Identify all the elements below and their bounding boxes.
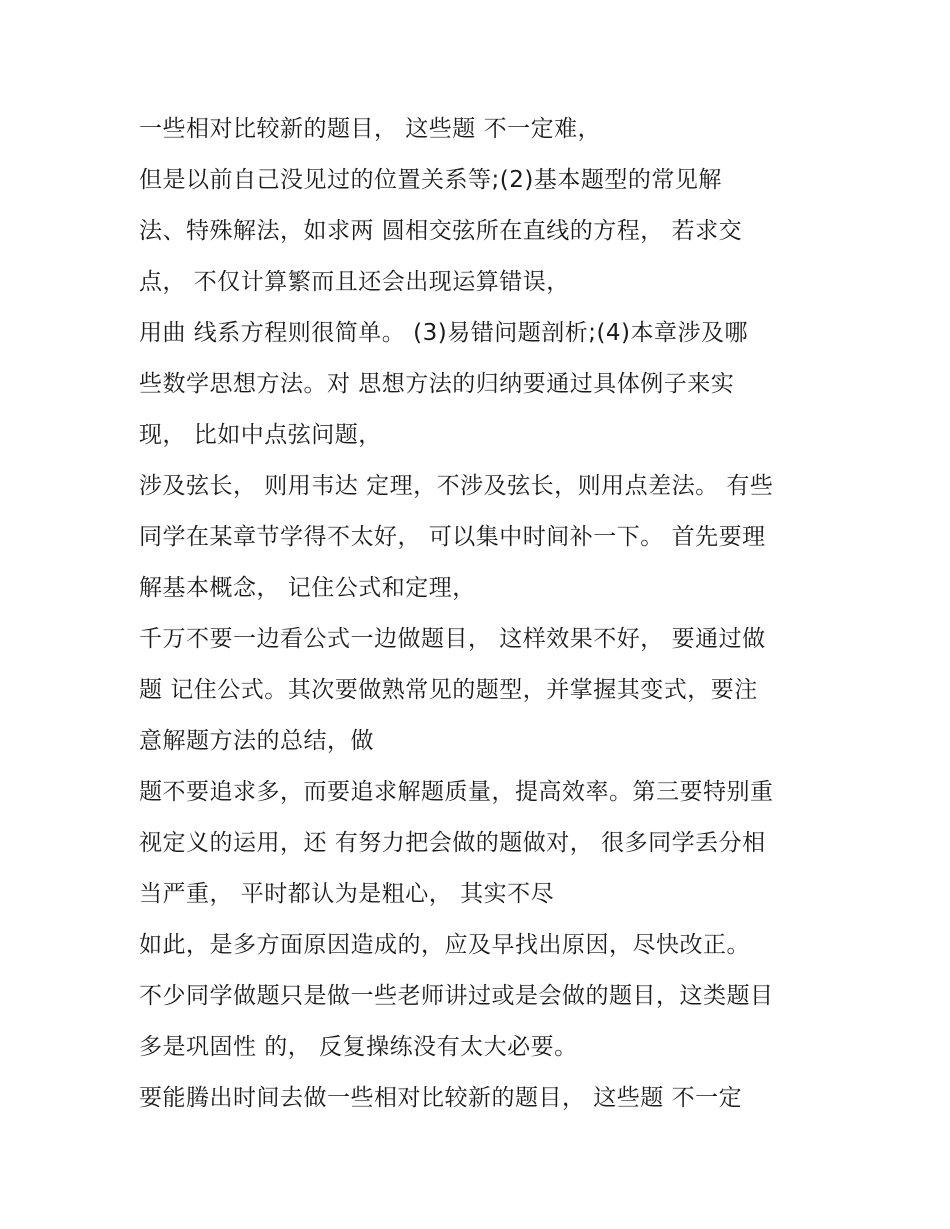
- text-line: 当严重， 平时都认为是粗心， 其实不尽: [139, 881, 555, 907]
- text-line: 不少同学做题只是做一些老师讲过或是会做的题目，这类题目: [139, 983, 774, 1009]
- text-line: 些数学思想方法。对 思想方法的归纳要通过具体例子来实: [139, 371, 735, 397]
- text-line: 如此，是多方面原因造成的，应及早找出原因，尽快改正。: [139, 932, 750, 958]
- text-line: 现， 比如中点弦问题，: [139, 422, 382, 448]
- text-line: 用曲 线系方程则很简单。 (3)易错问题剖析;(4)本章涉及哪: [139, 320, 749, 346]
- text-line: 千万不要一边看公式一边做题目， 这样效果不好， 要通过做: [139, 626, 766, 652]
- text-line: 多是巩固性 的， 反复操练没有太大必要。: [139, 1034, 578, 1060]
- text-line: 题不要追求多，而要追求解题质量，提高效率。第三要特别重: [139, 779, 774, 805]
- text-line: 但是以前自己没见过的位置关系等;(2)基本题型的常见解: [139, 167, 722, 193]
- text-line: 点， 不仅计算繁而且还会出现运算错误，: [139, 269, 570, 295]
- text-line: 要能腾出时间去做一些相对比较新的题目， 这些题 不一定: [139, 1085, 743, 1111]
- text-line: 意解题方法的总结，做: [139, 728, 374, 754]
- text-line: 同学在某章节学得不太好， 可以集中时间补一下。 首先要理: [139, 524, 766, 550]
- text-line: 视定义的运用，还 有努力把会做的题做对， 很多同学丢分相: [139, 830, 766, 856]
- text-line: 一些相对比较新的题目， 这些题 不一定难，: [139, 116, 602, 142]
- text-line: 解基本概念， 记住公式和定理，: [139, 575, 476, 601]
- text-line: 涉及弦长， 则用韦达 定理，不涉及弦长，则用点差法。 有些: [139, 473, 774, 499]
- text-line: 题 记住公式。其次要做熟常见的题型，并掌握其变式，要注: [139, 677, 758, 703]
- text-line: 法、特殊解法，如求两 圆相交弦所在直线的方程， 若求交: [139, 218, 743, 244]
